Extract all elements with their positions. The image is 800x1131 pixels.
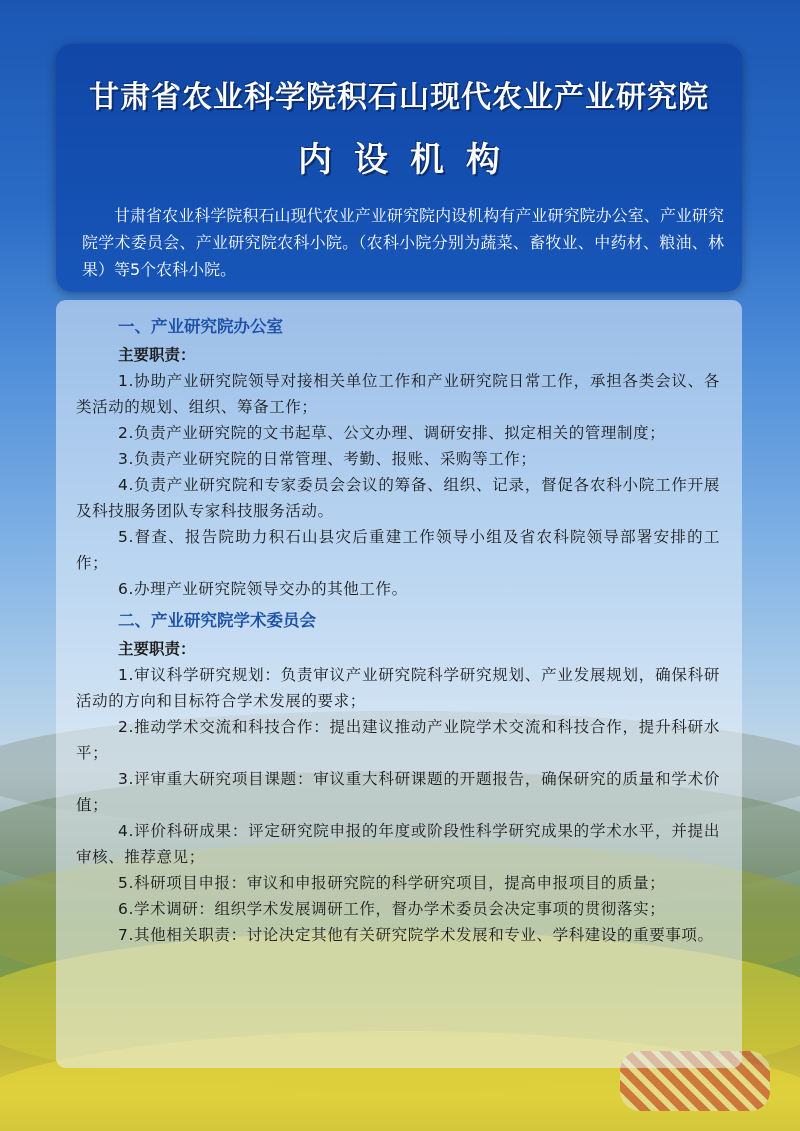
- duty-item: 6.学术调研：组织学术发展调研工作，督办学术委员会决定事项的贯彻落实；: [118, 900, 666, 918]
- duty-item: 6.办理产业研究院领导交办的其他工作。: [118, 580, 408, 598]
- page-subtitle: 内设机构: [298, 140, 522, 180]
- content-body: [76, 312, 720, 948]
- section-title-office: 一、产业研究院办公室: [118, 317, 283, 336]
- content-panel: [56, 300, 742, 1068]
- duties-heading-academic-committee: 主要职责：: [118, 640, 196, 658]
- section-title-academic-committee: 二、产业研究院学术委员会: [118, 611, 316, 630]
- header-card: [56, 44, 742, 292]
- duty-item: 3.负责产业研究院的日常管理、考勤、报账、采购等工作；: [118, 450, 537, 468]
- duty-item: 7.其他相关职责：讨论决定其他有关研究院学术发展和专业、学科建设的重要事项。: [118, 926, 714, 944]
- duty-item: 5.科研项目申报：审议和申报研究院的科学研究项目，提高申报项目的质量；: [118, 874, 666, 892]
- duty-item: 1.协助产业研究院领导对接相关单位工作和产业研究院日常工作，承担各类会议、各类活动的规划、组织、筹备工作；: [76, 372, 720, 416]
- duty-item: 1.审议科学研究规划：负责审议产业研究院科学研究规划、产业发展规划，确保科研活动的方向和目标符合学术发展的要求；: [76, 666, 720, 710]
- page-title: 甘肃省农业科学院积石山现代农业产业研究院: [89, 80, 709, 115]
- duty-item: 3.评审重大研究项目课题：审议重大科研课题的开题报告，确保研究的质量和学术价值；: [76, 770, 720, 814]
- duty-item: 2.负责产业研究院的文书起草、公文办理、调研安排、拟定相关的管理制度；: [118, 424, 666, 442]
- duty-item: 2.推动学术交流和科技合作：提出建议推动产业院学术交流和科技合作，提升科研水平；: [76, 718, 720, 762]
- duty-item: 4.评价科研成果：评定研究院申报的年度或阶段性科学研究成果的学术水平，并提出审核、推荐意见；: [76, 822, 720, 866]
- duty-item: 4.负责产业研究院和专家委员会会议的筹备、组织、记录，督促各农科小院工作开展及科技服务团队专家科技服务活动。: [76, 476, 720, 520]
- duties-heading-office: 主要职责：: [118, 346, 196, 364]
- intro-paragraph: 甘肃省农业科学院积石山现代农业产业研究院内设机构有产业研究院办公室、产业研究院学术委员会、产业研究院农科小院。（农科小院分别为蔬菜、畜牧业、中药材、粮油、林果）等5个农科小院。: [82, 206, 724, 279]
- duty-item: 5.督查、报告院助力积石山县灾后重建工作领导小组及省农科院领导部署安排的工作；: [76, 528, 720, 572]
